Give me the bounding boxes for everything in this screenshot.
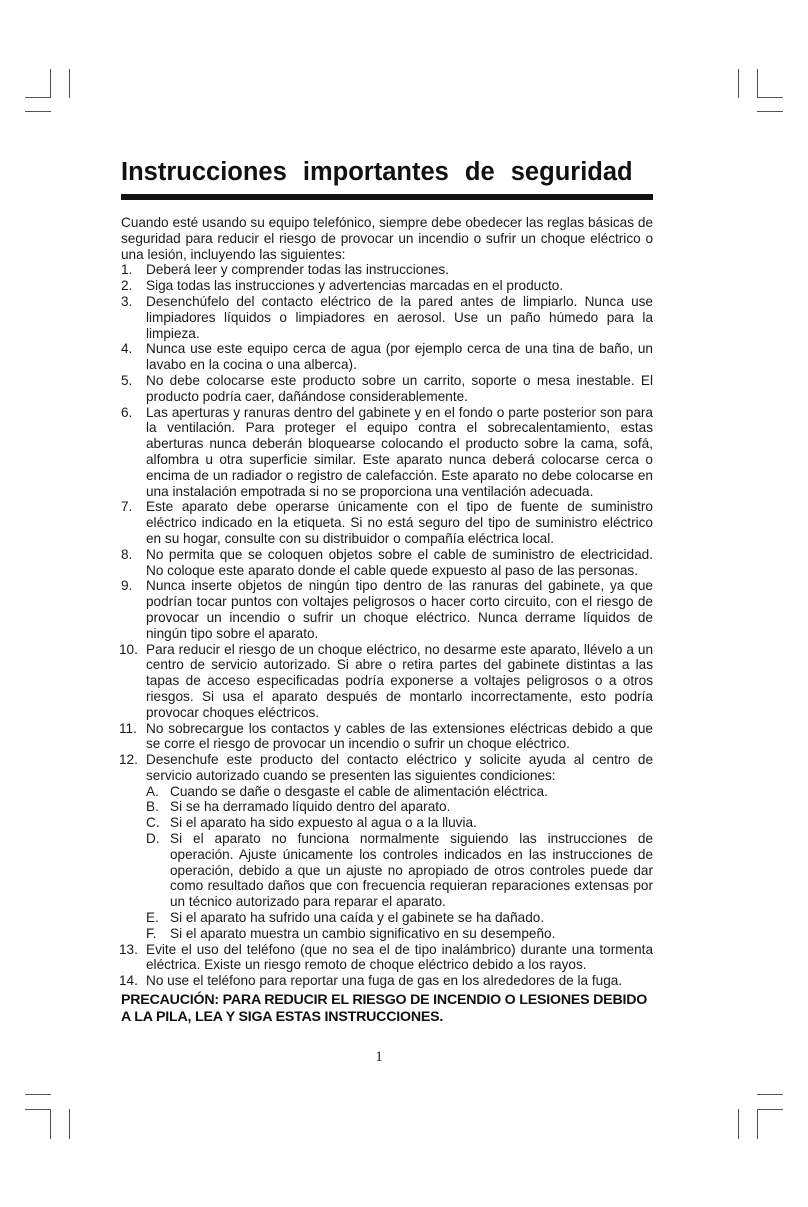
sub-list-item [146, 815, 653, 831]
sub-item-letter: D. [146, 831, 160, 847]
item-text: No sobrecargue los contactos y cables de las extensiones eléctricas debido a que se corre el riesgo de provocar un incendio o sufrir un choque eléctrico. [146, 720, 653, 752]
sub-item-text: Si el aparato ha sido expuesto al agua o a la lluvia. [170, 815, 477, 831]
item-text: Evite el uso del teléfono (que no sea el de tipo inalámbrico) durante una tormenta eléctrica. Existe un riesgo remoto de choque eléctrico debido a los rayos. [146, 941, 653, 973]
crop-mark [757, 97, 783, 98]
crop-mark [757, 1109, 758, 1139]
list-item [121, 405, 653, 500]
crop-mark [25, 97, 51, 98]
sub-item-text: Si el aparato ha sufrido una caída y el gabinete se ha dañado. [170, 910, 545, 926]
item-text: Deberá leer y comprender todas las instrucciones. [146, 262, 449, 278]
crop-mark [50, 1109, 51, 1139]
crop-mark [738, 69, 739, 98]
safety-instructions [121, 215, 653, 989]
instruction-list [121, 262, 653, 989]
sub-item-text: Cuando se dañe o desgaste el cable de alimentación eléctrica. [170, 783, 548, 799]
crop-mark [757, 1094, 783, 1095]
sub-item-text: Si se ha derramado líquido dentro del aparato. [170, 799, 451, 815]
title-rule [121, 194, 653, 200]
list-item [121, 752, 653, 942]
item-text: Nunca use este equipo cerca de agua (por ejemplo cerca de una tina de baño, un lavabo en la cocina o una alberca). [146, 341, 653, 373]
item-number: 9. [121, 578, 133, 594]
list-item [121, 499, 653, 546]
item-text: Nunca inserte objetos de ningún tipo dentro de las ranuras del gabinete, ya que podrían tocar puntos con voltajes peligrosos o hacer corto circuito, con el riesgo de provocar un incendio o sufrir un choque eléctrico. Nunca derrame líquidos de ningún tipo sobre el aparato. [146, 578, 653, 641]
crop-mark [25, 1094, 51, 1095]
sub-list-item [146, 926, 653, 942]
item-number: 2. [121, 278, 133, 294]
sub-list-item [146, 831, 653, 910]
list-item [121, 262, 653, 278]
item-text: Este aparato debe operarse únicamente con el tipo de fuente de suministro eléctrico indicado en la etiqueta. Si no está seguro del tipo de suministro eléctrico en su hogar, consulte con su distribuidor o compañía eléctrica local. [146, 499, 653, 546]
item-number: 1. [121, 262, 133, 278]
page-number: 1 [375, 1049, 383, 1065]
item-number: 3. [121, 293, 133, 309]
item-number: 12. [119, 752, 138, 768]
sub-item-letter: B. [146, 799, 159, 815]
list-item [121, 642, 653, 721]
page-title: Instrucciones importantes de seguridad [121, 158, 633, 186]
item-number: 11. [119, 720, 137, 736]
item-text: Para reducir el riesgo de un choque eléctrico, no desarme este aparato, llévelo a un centro de servicio autorizado. Si abre o retira partes del gabinete distintas a las tapas de acceso especificadas podría exponerse a voltajes peligrosos o a otros riesgos. Si usa el aparato después de montarlo incorrectamente, esto podría provocar choques eléctricos. [146, 641, 653, 720]
item-text: No debe colocarse este producto sobre un carrito, soporte o mesa inestable. El producto podría caer, dañándose considerablemente. [146, 372, 653, 404]
item-number: 6. [121, 404, 133, 420]
crop-mark [25, 1109, 51, 1110]
sub-list-item [146, 784, 653, 800]
crop-mark [50, 69, 51, 98]
item-text: Desenchufe este producto del contacto eléctrico y solicite ayuda al centro de servicio autorizado cuando se presenten las siguientes condiciones: [146, 752, 653, 783]
item-number: 8. [121, 546, 133, 562]
list-item [121, 942, 653, 974]
crop-mark [69, 1109, 70, 1139]
crop-mark [69, 69, 70, 98]
caution-note: PRECAUCIÓN: PARA REDUCIR EL RIESGO DE INCENDIO O LESIONES DEBIDO A LA PILA, LEA Y SIGA ESTAS INSTRUCCIONES. [121, 992, 648, 1025]
item-number: 7. [121, 499, 133, 515]
list-item [121, 341, 653, 373]
sub-item-letter: C. [146, 815, 160, 831]
item-number: 10. [119, 641, 138, 657]
sub-item-letter: A. [146, 783, 159, 799]
sub-list-item [146, 910, 653, 926]
list-item [121, 373, 653, 405]
item-text: No permita que se coloquen objetos sobre el cable de suministro de electricidad. No coloque este aparato donde el cable quede expuesto al paso de las personas. [146, 546, 653, 578]
sub-item-letter: F. [146, 925, 157, 941]
list-item [121, 294, 653, 341]
crop-mark [25, 111, 51, 112]
crop-mark [757, 1109, 783, 1110]
list-item [121, 547, 653, 579]
item-number: 4. [121, 341, 133, 357]
item-number: 14. [119, 973, 138, 989]
item-text: Las aperturas y ranuras dentro del gabinete y en el fondo o parte posterior son para la ventilación. Para proteger el equipo contra el sobrecalentamiento, estas aberturas nunca deberán bloquearse colocando el producto sobre la cama, sofá, alfombra u otra superficie similar. Este aparato nunca deberá colocarse cerca o encima de un radiador o registro de calefacción. Este aparato no debe colocarse en una instalación empotrada si no se proporciona una ventilación adecuada. [146, 404, 653, 499]
sub-list-item [146, 799, 653, 815]
sub-item-text: Si el aparato no funciona normalmente siguiendo las instrucciones de operación. Ajuste únicamente los controles indicados en las instrucciones de operación, debido a que un ajuste no apropiado de otros controles puede dar como resultado daños que con frecuencia requieran reparaciones extensas por un técnico autorizado para reparar el aparato. [170, 831, 653, 910]
item-text: Siga todas las instrucciones y advertencias marcadas en el producto. [146, 278, 564, 294]
list-item [121, 721, 653, 753]
crop-mark [757, 111, 783, 112]
list-item [121, 578, 653, 641]
item-text: Desenchúfelo del contacto eléctrico de la pared antes de limpiarlo. Nunca use limpiadores líquidos o limpiadores en aerosol. Use un paño húmedo para la limpieza. [146, 293, 653, 341]
item-number: 5. [121, 372, 133, 388]
sub-item-letter: E. [146, 910, 159, 926]
condition-list [146, 784, 653, 942]
intro-paragraph: Cuando esté usando su equipo telefónico, siempre debe obedecer las reglas básicas de seguridad para reducir el riesgo de provocar un incendio o sufrir un choque eléctrico o una lesión, incluyendo las siguientes: [121, 215, 653, 262]
list-item [121, 973, 653, 989]
list-item [121, 278, 653, 294]
sub-item-text: Si el aparato muestra un cambio significativo en su desempeño. [170, 925, 556, 941]
crop-mark [757, 69, 758, 98]
item-number: 13. [119, 941, 138, 957]
item-text: No use el teléfono para reportar una fuga de gas en los alrededores de la fuga. [146, 973, 623, 989]
crop-mark [738, 1109, 739, 1139]
